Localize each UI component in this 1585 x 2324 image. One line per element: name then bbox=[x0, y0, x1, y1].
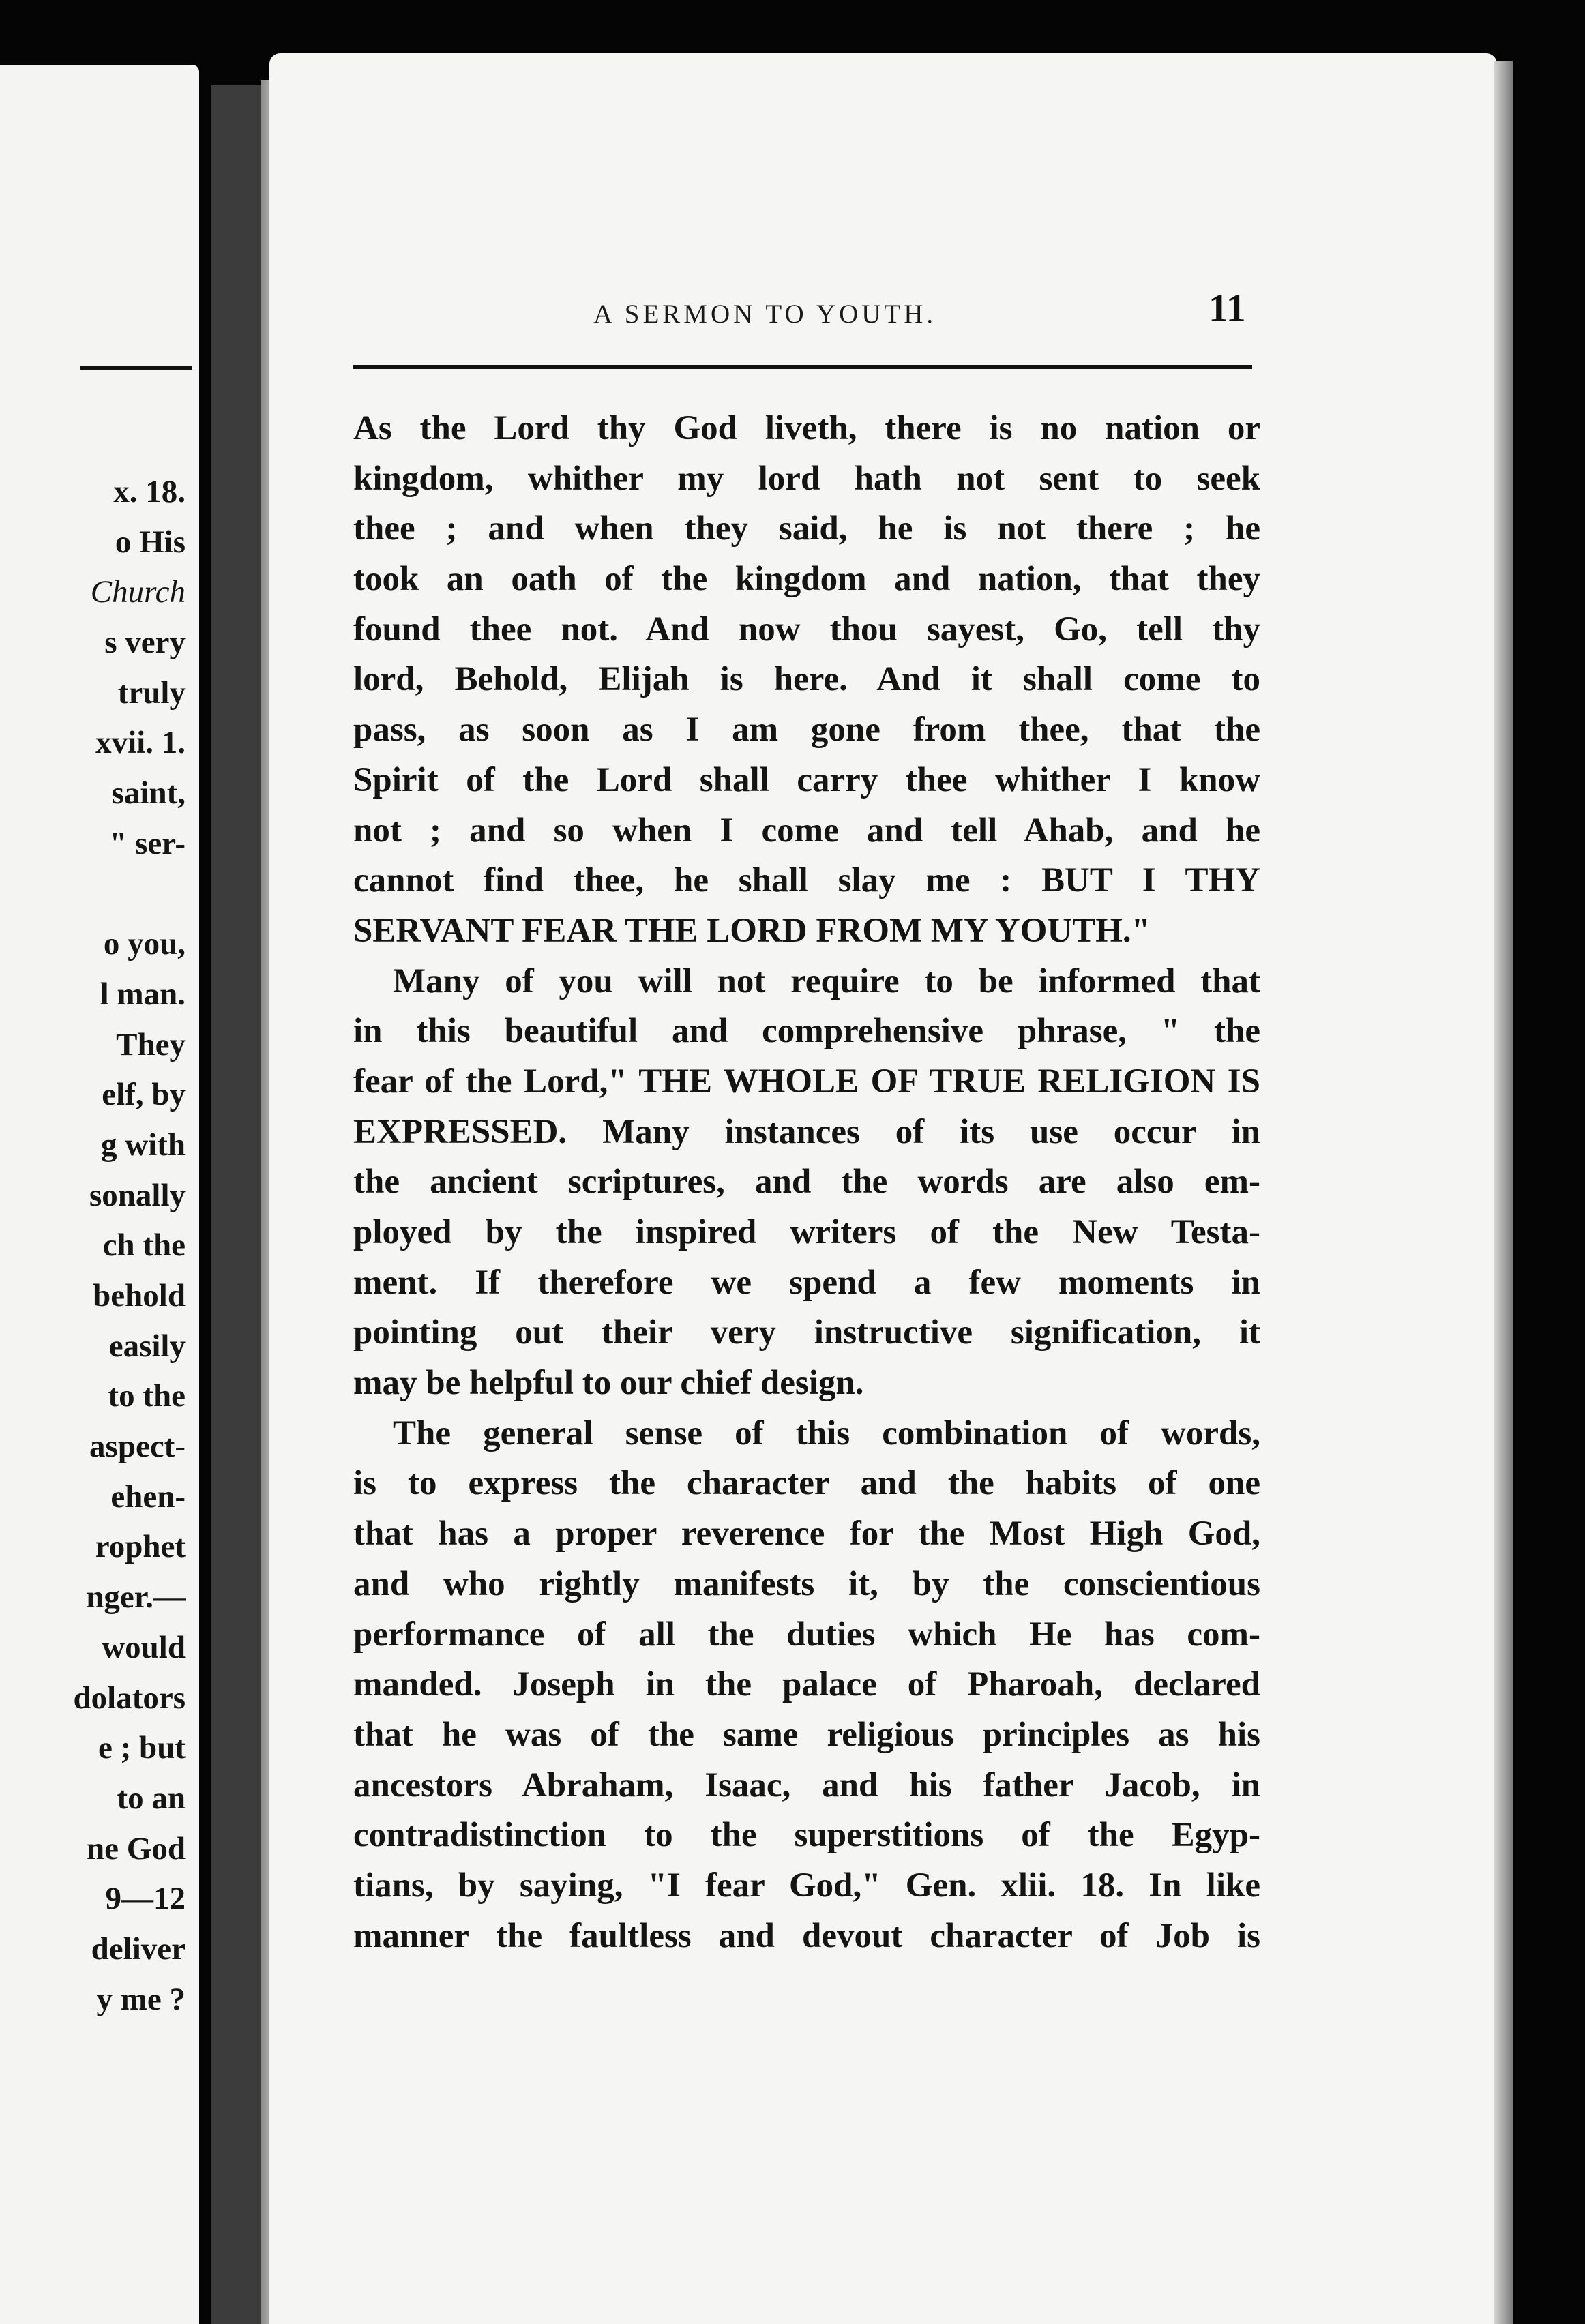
left-line: elf, by bbox=[102, 1077, 186, 1113]
text-line: fear of the Lord," THE WHOLE OF TRUE RELIGION IS bbox=[353, 1062, 1260, 1101]
text-line: not ; and so when I come and tell Ahab, and he bbox=[353, 811, 1260, 850]
text-line: thee ; and when they said, he is not there ; he bbox=[353, 509, 1260, 548]
text-line: EXPRESSED. Many instances of its use occur in bbox=[353, 1112, 1260, 1151]
text-line: pointing out their very instructive signification, it bbox=[353, 1313, 1260, 1352]
left-line: sonally bbox=[89, 1177, 186, 1213]
text-line: may be helpful to our chief design. bbox=[353, 1364, 864, 1403]
left-line: Church bbox=[90, 574, 186, 610]
left-line: xvii. 1. bbox=[95, 725, 186, 761]
header-rule bbox=[353, 365, 1252, 369]
left-line: easily bbox=[108, 1328, 186, 1364]
left-line: " ser- bbox=[109, 825, 186, 861]
left-line: 9—12 bbox=[105, 1881, 186, 1917]
text-line: ment. If therefore we spend a few moments in bbox=[353, 1263, 1260, 1302]
text-line: manner the faultless and devout character of Job is bbox=[353, 1916, 1260, 1955]
left-page bbox=[0, 65, 199, 2324]
left-line: ch the bbox=[102, 1227, 186, 1264]
text-line: The general sense of this combination of words, bbox=[393, 1414, 1260, 1452]
left-line: to the bbox=[108, 1378, 186, 1414]
left-page-rule bbox=[80, 366, 192, 370]
left-line: saint, bbox=[111, 775, 186, 811]
left-line: truly bbox=[117, 674, 186, 711]
text-line: ancestors Abraham, Isaac, and his father Jacob, in bbox=[353, 1766, 1260, 1804]
left-line: would bbox=[102, 1629, 186, 1665]
left-line: behold bbox=[93, 1278, 186, 1313]
text-line: that has a proper reverence for the Most High God, bbox=[353, 1515, 1260, 1553]
left-page-text bbox=[74, 467, 186, 2025]
text-line: Many of you will not require to be informed that bbox=[393, 962, 1260, 1000]
text-line: cannot find thee, he shall slay me : BUT I THY bbox=[353, 861, 1260, 900]
text-line: kingdom, whither my lord hath not sent to seek bbox=[353, 459, 1260, 498]
running-head: A SERMON TO YOUTH. bbox=[593, 299, 937, 329]
text-line: found thee not. And now thou sayest, Go, tell thy bbox=[353, 610, 1260, 649]
left-line: ne God bbox=[87, 1830, 186, 1866]
left-line: g with bbox=[100, 1127, 186, 1163]
text-line: performance of all the duties which He has com- bbox=[353, 1615, 1260, 1654]
left-line: o you, bbox=[103, 926, 186, 962]
text-line: SERVANT FEAR THE LORD FROM MY YOUTH." bbox=[353, 911, 1151, 950]
left-line bbox=[74, 869, 186, 920]
left-line: rophet bbox=[95, 1529, 186, 1565]
text-line: and who rightly manifests it, by the conscientious bbox=[353, 1564, 1260, 1603]
text-line: Spirit of the Lord shall carry thee whither I know bbox=[353, 760, 1260, 799]
text-line: As the Lord thy God liveth, there is no nation or bbox=[353, 409, 1260, 447]
text-line: pass, as soon as I am gone from thee, that the bbox=[353, 711, 1260, 749]
left-line: y me ? bbox=[96, 1981, 186, 2017]
left-line: nger.— bbox=[86, 1579, 186, 1615]
text-line: that he was of the same religious principles as his bbox=[353, 1715, 1260, 1754]
text-line: contradistinction to the superstitions of the Egyp- bbox=[353, 1816, 1260, 1855]
book-gutter bbox=[211, 85, 261, 2324]
left-line: aspect- bbox=[89, 1429, 186, 1465]
text-line: lord, Behold, Elijah is here. And it shall come to bbox=[353, 660, 1260, 699]
left-line: e ; but bbox=[98, 1730, 186, 1766]
page-body-text bbox=[353, 404, 1260, 1961]
left-line: to an bbox=[117, 1780, 186, 1816]
text-line: is to express the character and the habits of one bbox=[353, 1464, 1260, 1503]
left-line: o His bbox=[115, 524, 186, 560]
text-line: took an oath of the kingdom and nation, that they bbox=[353, 560, 1260, 599]
text-line: manded. Joseph in the palace of Pharoah, declared bbox=[353, 1665, 1260, 1704]
left-line: s very bbox=[104, 625, 186, 661]
text-line: tians, by saying, "I fear God," Gen. xlii. 18. In like bbox=[353, 1866, 1260, 1905]
left-line: deliver bbox=[91, 1931, 186, 1967]
left-line: They bbox=[116, 1026, 186, 1062]
left-line: l man. bbox=[100, 976, 186, 1012]
page-number: 11 bbox=[1209, 286, 1246, 330]
text-line: in this beautiful and comprehensive phrase, " the bbox=[353, 1012, 1260, 1051]
left-line: dolators bbox=[73, 1680, 186, 1716]
page-edge bbox=[1494, 61, 1513, 2324]
left-line: ehen- bbox=[110, 1478, 186, 1515]
left-line: x. 18. bbox=[113, 474, 186, 509]
text-line: the ancient scriptures, and the words are also em- bbox=[353, 1163, 1260, 1202]
text-line: ployed by the inspired writers of the New Testa- bbox=[353, 1213, 1260, 1251]
